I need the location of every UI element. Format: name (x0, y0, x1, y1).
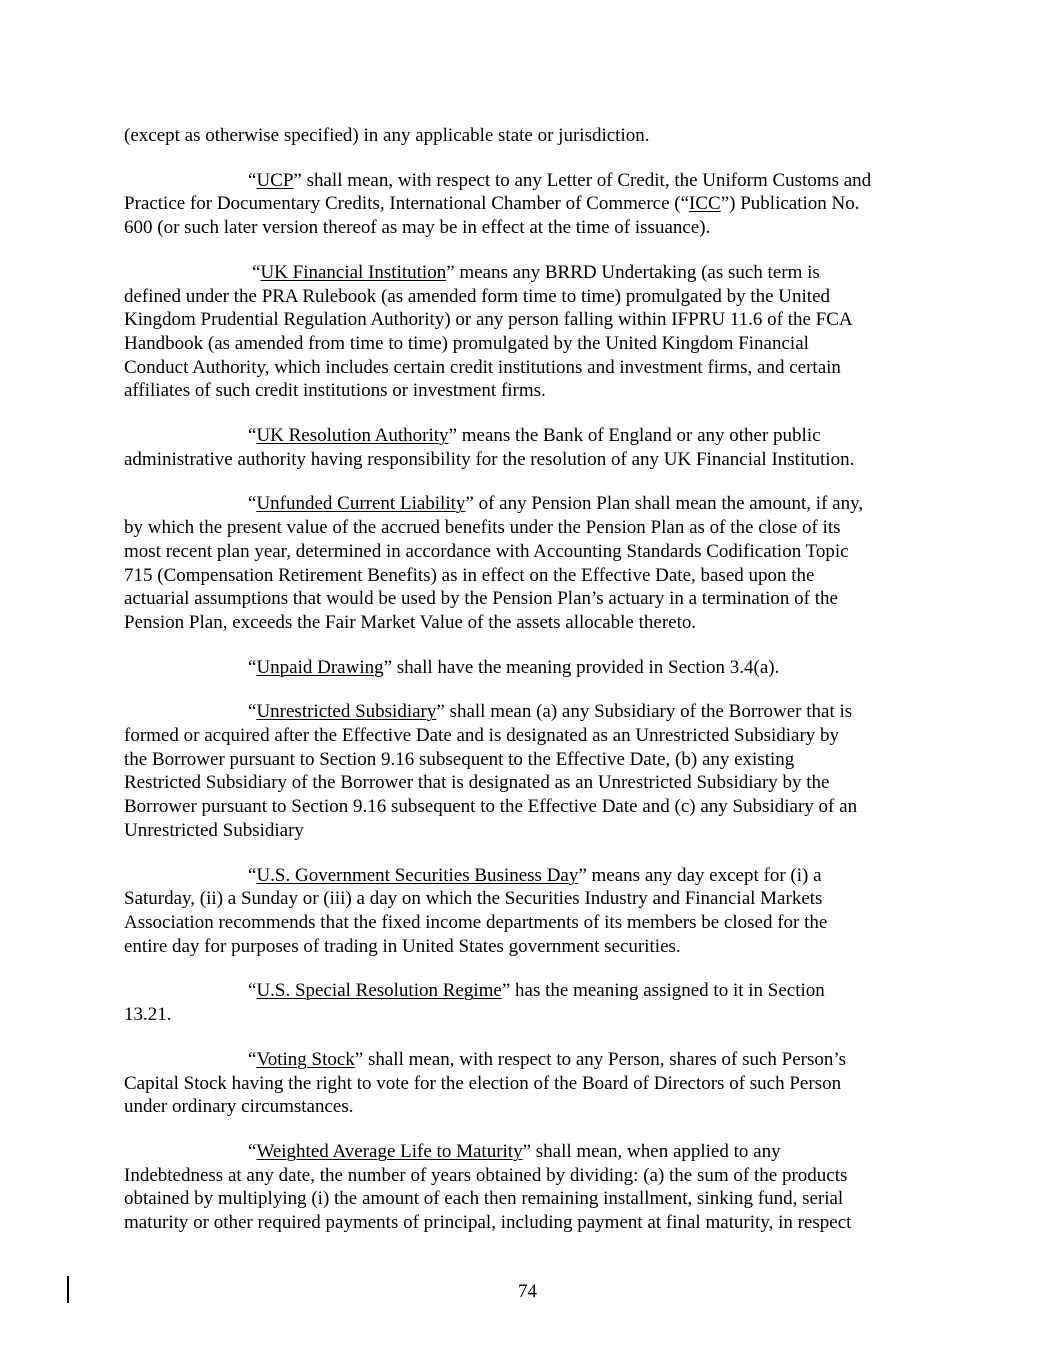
defined-term: U.S. Special Resolution Regime (256, 980, 502, 1002)
definition-unpaid-drawing: “Unpaid Drawing” shall have the meaning provided in Section 3.4(a). (248, 656, 780, 678)
defined-term: UCP (256, 169, 294, 191)
defined-term: Voting Stock (256, 1048, 355, 1070)
continuation-paragraph (124, 124, 934, 148)
definition-uk-financial-institution: “UK Financial Institution” means any BRRD Undertaking (as such term is defined under the PRA Rulebook (as amended form time to time) promulgated by the United Kingdom Prudential Regulation Authority) or any person falling within IFPRU 11.6 of the FCA Handbook (as amended from time to time) promulgated by the United Kingdom Financial Conduct Authority, which includes certain credit institutions and investment firms, and certain affiliates of such credit institutions or investment firms. (124, 261, 853, 402)
definition-weighted-average-life-to-maturity: “Weighted Average Life to Maturity” shall mean, when applied to any Indebtedness at any date, the number of years obtained by dividing: (a) the sum of the products obtained by multiplying (i) the amount of each then remaining installment, sinking fund, serial maturity or other required payments of principal, including payment at final maturity, in respect (124, 1140, 852, 1234)
defined-term: U.S. Government Securities Business Day (256, 864, 579, 886)
defined-term: Unpaid Drawing (256, 656, 384, 678)
definition-us-government-securities-business-day: “U.S. Government Securities Business Day” means any day except for (i) a Saturday, (ii) a Sunday or (iii) a day on which the Securities Industry and Financial Markets Association recommends that the fixed income departments of its members be closed for the entire day for purposes of trading in United States government securities. (124, 864, 828, 957)
defined-term: Unfunded Current Liability (256, 493, 466, 515)
defined-term: Unrestricted Subsidiary (256, 701, 437, 723)
defined-term: ICC (689, 193, 721, 215)
definition-uk-resolution-authority: “UK Resolution Authority” means the Bank of England or any other public administrative authority having responsibility for the resolution of any UK Financial Institution. (124, 425, 855, 470)
page-number: 74 (518, 1281, 537, 1302)
definition-unrestricted-subsidiary: “Unrestricted Subsidiary” shall mean (a) any Subsidiary of the Borrower that is formed or acquired after the Effective Date and is designated as an Unrestricted Subsidiary by the Borrower pursuant to Section 9.16 subsequent to the Effective Date, (b) any existing Restricted Subsidiary of the Borrower that is designated as an Unrestricted Subsidiary by the Borrower pursuant to Section 9.16 subsequent to the Effective Date and (c) any Subsidiary of an Unrestricted Subsidiary (124, 701, 858, 841)
document-page (124, 124, 934, 1235)
defined-term: UK Financial Institution (260, 261, 447, 283)
definition-ucp: “UCP” shall mean, with respect to any Letter of Credit, the Uniform Customs and Practice for Documentary Credits, International Chamber of Commerce (“ICC”) Publication No. 600 (or such later version thereof as may be in effect at the time of issuance). (124, 169, 872, 239)
defined-term: UK Resolution Authority (256, 425, 449, 447)
text-line: (except as otherwise specified) in any applicable state or jurisdiction. (124, 125, 650, 146)
definition-voting-stock: “Voting Stock” shall mean, with respect to any Person, shares of such Person’s Capital Stock having the right to vote for the election of the Board of Directors of such Person under ordinary circumstances. (124, 1048, 847, 1118)
definition-us-special-resolution-regime: “U.S. Special Resolution Regime” has the meaning assigned to it in Section 13.21. (124, 980, 825, 1026)
definition-unfunded-current-liability: “Unfunded Current Liability” of any Pension Plan shall mean the amount, if any, by which the present value of the accrued benefits under the Pension Plan as of the close of its most recent plan year, determined in accordance with Accounting Standards Codification Topic 715 (Compensation Retirement Benefits) as in effect on the Effective Date, based upon the actuarial assumptions that would be used by the Pension Plan’s actuary in a termination of the Pension Plan, exceeds the Fair Market Value of the assets allocable thereto. (124, 493, 864, 633)
defined-term: Weighted Average Life to Maturity (256, 1140, 523, 1162)
